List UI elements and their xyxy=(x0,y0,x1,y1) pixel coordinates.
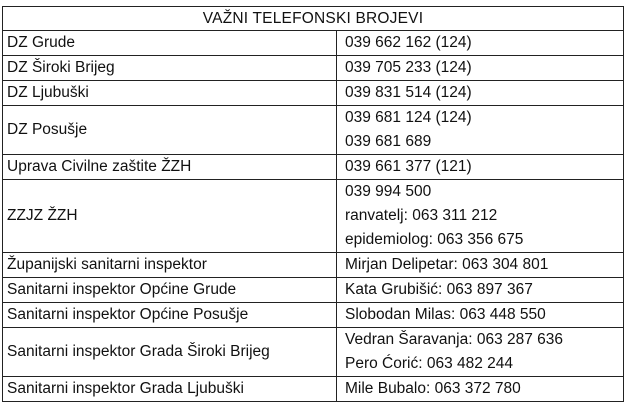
table-row xyxy=(3,278,624,303)
table-row xyxy=(3,303,624,328)
contact-name-cell: ZZJZ ŽZH xyxy=(3,180,337,253)
phone-numbers-table xyxy=(2,6,624,402)
contact-name-cell: Sanitarni inspektor Općine Posušje xyxy=(3,303,337,328)
table-body xyxy=(3,31,624,402)
contact-name-cell: Uprava Civilne zaštite ŽZH xyxy=(3,155,337,180)
contact-name-cell: DZ Ljubuški xyxy=(3,81,337,106)
phone-number-cell xyxy=(337,31,624,56)
phone-number-cell xyxy=(337,278,624,303)
contact-name-cell: Sanitarni inspektor Grada Široki Brijeg xyxy=(3,328,337,377)
table-title: VAŽNI TELEFONSKI BROJEVI xyxy=(3,7,624,31)
table-row xyxy=(3,56,624,81)
phone-number: 039 662 162 (124) xyxy=(345,34,472,51)
contact-name-cell: DZ Široki Brijeg xyxy=(3,56,337,81)
phone-number-cell xyxy=(337,56,624,81)
table-row xyxy=(3,377,624,402)
phone-number-cell xyxy=(337,328,624,377)
table-row xyxy=(3,31,624,56)
phone-number: 039 681 689 xyxy=(345,133,432,150)
table-row xyxy=(3,253,624,278)
phone-number: Mile Bubalo: 063 372 780 xyxy=(345,380,521,397)
phone-number: 039 661 377 (121) xyxy=(345,158,472,175)
phone-number-cell xyxy=(337,253,624,278)
phone-number: Kata Grubišić: 063 897 367 xyxy=(345,281,533,298)
phone-number: 039 681 124 (124) xyxy=(345,109,472,126)
phone-number: Slobodan Milas: 063 448 550 xyxy=(345,306,546,323)
phone-number-cell xyxy=(337,106,624,155)
contact-name-cell: DZ Posušje xyxy=(3,106,337,155)
phone-number-cell xyxy=(337,180,624,253)
table-row xyxy=(3,81,624,106)
phone-number: Vedran Šaravanja: 063 287 636 xyxy=(345,331,564,348)
phone-number-cell xyxy=(337,377,624,402)
table-row xyxy=(3,106,624,155)
phone-number-cell xyxy=(337,155,624,180)
table-title-row xyxy=(3,7,624,31)
phone-number: 039 831 514 (124) xyxy=(345,84,472,101)
contact-name-cell: Županijski sanitarni inspektor xyxy=(3,253,337,278)
phone-number: Pero Ćorić: 063 482 244 xyxy=(345,355,514,372)
contact-name-cell: DZ Grude xyxy=(3,31,337,56)
contact-name-cell: Sanitarni inspektor Općine Grude xyxy=(3,278,337,303)
phone-number: 039 705 233 (124) xyxy=(345,59,472,76)
phone-number-cell xyxy=(337,81,624,106)
phone-number-cell xyxy=(337,303,624,328)
phone-number: 039 994 500 xyxy=(345,183,432,200)
table-row xyxy=(3,155,624,180)
phone-number: epidemiolog: 063 356 675 xyxy=(345,231,524,248)
table-row xyxy=(3,328,624,377)
table-row xyxy=(3,180,624,253)
phone-number: Mirjan Delipetar: 063 304 801 xyxy=(345,256,549,273)
contact-name-cell: Sanitarni inspektor Grada Ljubuški xyxy=(3,377,337,402)
phone-number: ranvatelj: 063 311 212 xyxy=(345,207,498,224)
